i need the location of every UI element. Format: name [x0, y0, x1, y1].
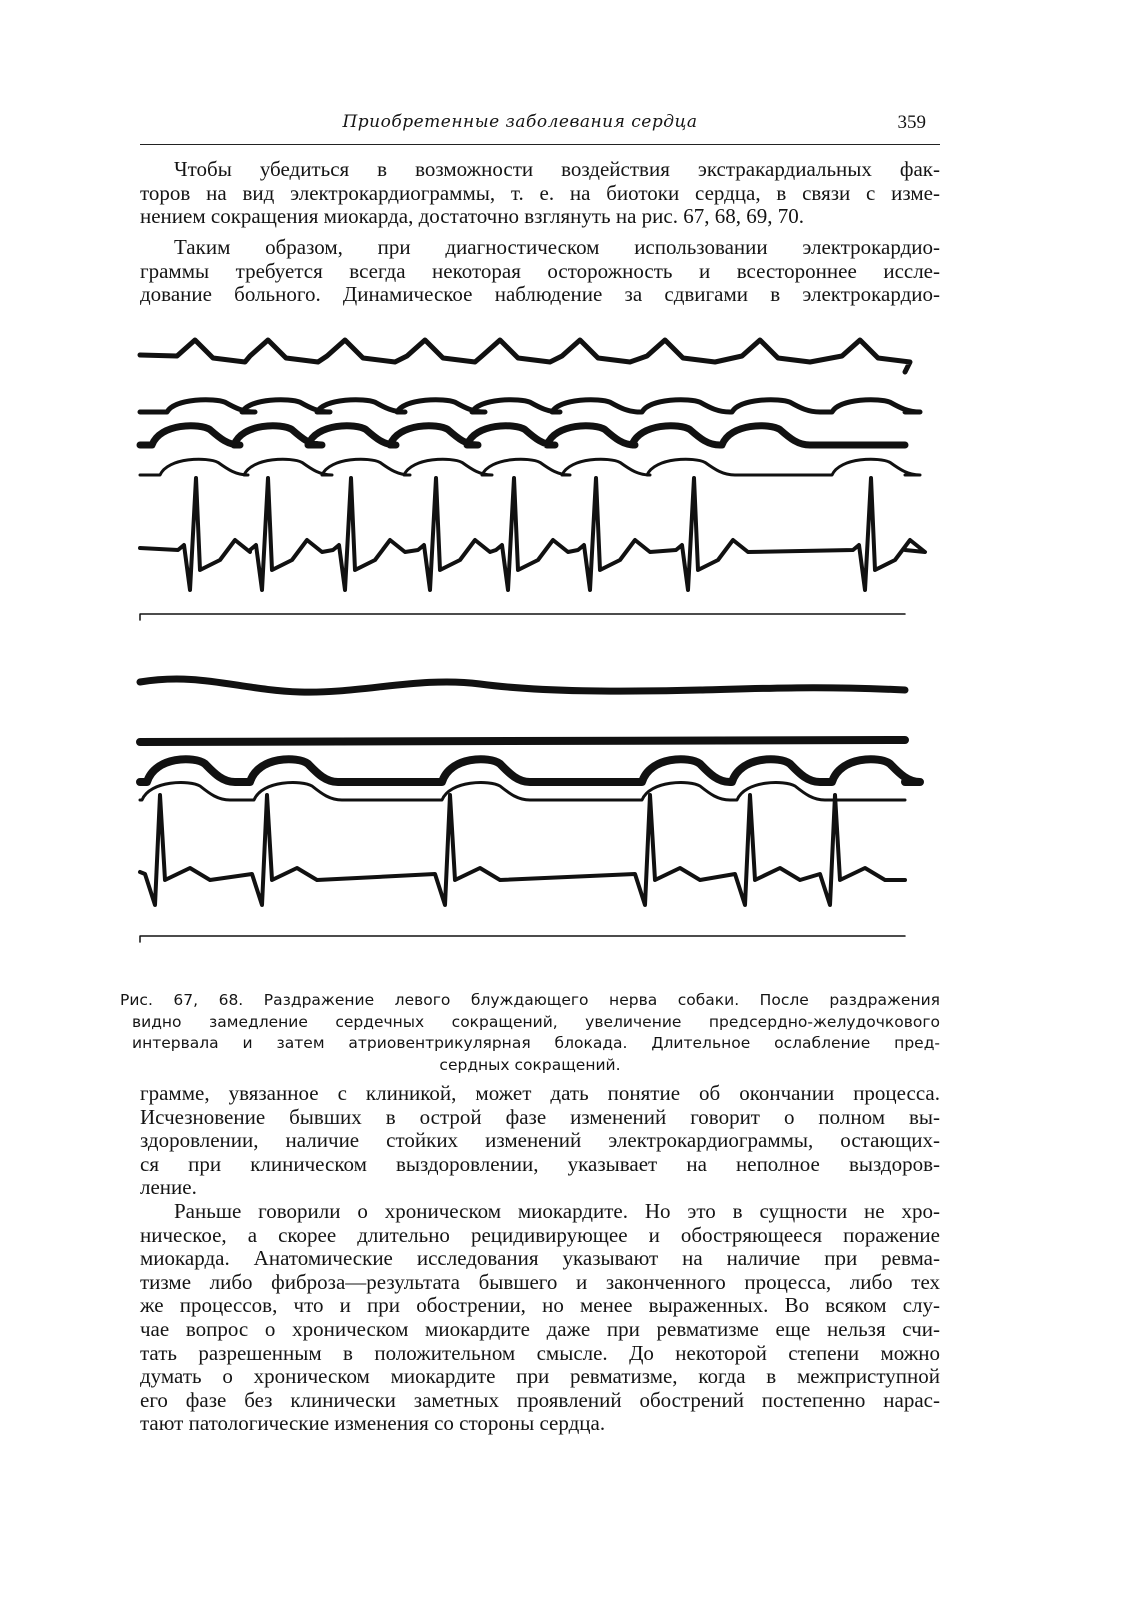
text-line: Чтобы убедиться в возможности воздействия экстракардиальных фак-	[174, 157, 940, 181]
text-line: ся при клиническом выздоровлении, указывает на неполное выздоров-	[140, 1151, 940, 1176]
ecg-trace-10	[140, 795, 905, 905]
running-title: Приобретенные заболевания сердца	[342, 112, 698, 132]
caption-line: сердных сокращений.	[439, 1055, 621, 1074]
text-line: его фазе без клинически заметных проявлений обострений постепенно нарас-	[140, 1387, 940, 1412]
text-line: миокарда. Анатомические исследования указывают на наличие при ревма-	[140, 1246, 940, 1271]
text-line: тать разрешенным в положительном смысле. До некоторой степени можно	[140, 1340, 940, 1365]
time-marker-2	[140, 936, 905, 942]
text-line: тизме либо фиброза—результата бывшего и законченного процесса, либо тех	[140, 1269, 940, 1294]
text-line: Исчезновение бывших в острой фазе изменений говорит о полном вы-	[140, 1104, 940, 1129]
text-line: же процессов, что и при обострении, но менее выраженных. Во всяком слу-	[140, 1293, 940, 1318]
text-line: Раньше говорили о хроническом миокардите. Но это в сущности не хро-	[174, 1199, 940, 1223]
text-line: нением сокращения миокарда, достаточно взглянуть на рис. 67, 68, 69, 70.	[140, 204, 804, 229]
text-line: Таким образом, при диагностическом использовании электрокардио-	[174, 235, 940, 259]
paragraph-3	[140, 1082, 940, 1200]
ecg-trace-2	[140, 400, 920, 412]
ecg-trace-7	[140, 740, 905, 742]
caption-line: видно замедление сердечных сокращений, увеличение предсердно-желудочкового	[132, 1012, 940, 1031]
caption-line: Рис. 67, 68. Раздражение левого блуждающего нерва собаки. После раздражения	[120, 991, 940, 1009]
ecg-trace-top	[140, 340, 910, 372]
text-line: дование больного. Динамическое наблюдение за сдвигами в электрокардио-	[140, 282, 940, 307]
text-line: тают патологические изменения со стороны сердца.	[140, 1411, 606, 1436]
text-line: думать о хроническом миокардите при ревматизме, когда в межприступной	[140, 1364, 940, 1389]
text-line: граммы требуется всегда некоторая осторожность и всестороннее иссле-	[140, 258, 940, 283]
text-line: ление.	[140, 1175, 197, 1200]
ecg-trace-9	[140, 783, 905, 800]
paragraph-4	[140, 1200, 940, 1436]
text-line: торов на вид электрокардиограммы, т. е. на биотоки сердца, в связи с изме-	[140, 180, 940, 205]
text-line: здоровлении, наличие стойких изменений электрокардиограммы, остающих-	[140, 1128, 940, 1153]
time-marker-1	[140, 614, 905, 620]
ecg-trace-3	[140, 426, 905, 445]
text-line: грамме, увязанное с клиникой, может дать понятие об окончании процесса.	[140, 1081, 940, 1105]
ecg-trace-5	[140, 478, 925, 590]
caption-line: интервала и затем атриовентрикулярная блокада. Длительное ослабление пред-	[132, 1034, 940, 1052]
text-line: чае вопрос о хроническом миокардите даже при ревматизме еще нельзя счи-	[140, 1316, 940, 1341]
page-number: 359	[897, 112, 926, 133]
ecg-trace-6	[140, 679, 905, 692]
ecg-trace-8	[140, 759, 920, 782]
figure-caption	[120, 990, 940, 1076]
ecg-trace-4	[140, 459, 920, 475]
text-line: ническое, а скорее длительно рецидивирующее и обостряющееся поражение	[140, 1222, 940, 1247]
